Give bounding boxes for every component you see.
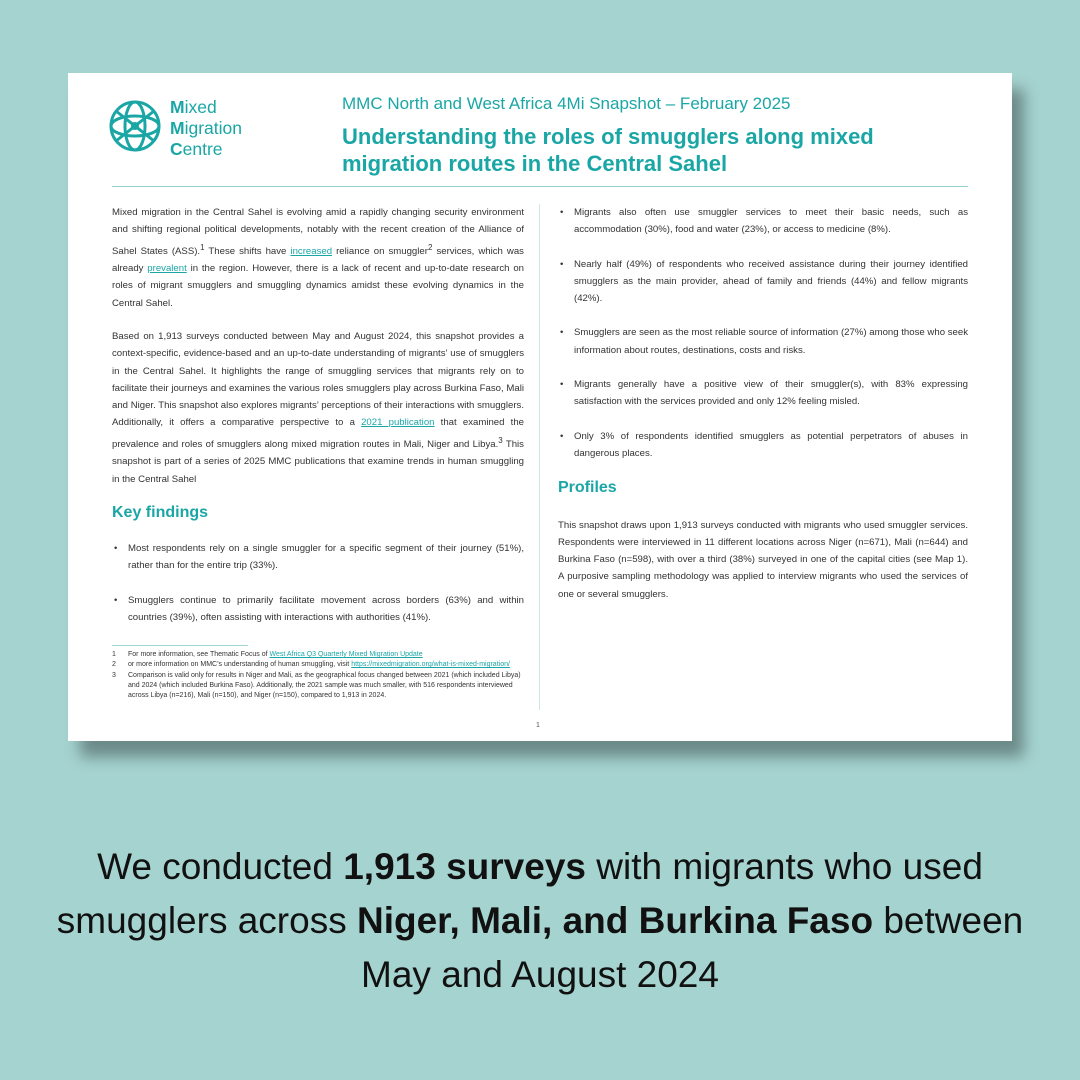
- globe-logo-icon: [106, 97, 164, 155]
- key-findings-list-left: [112, 540, 524, 626]
- document-title: Understanding the roles of smugglers along mixed migration routes in the Central Sahel: [342, 124, 874, 176]
- column-divider: [539, 204, 540, 710]
- snapshot-subtitle: MMC North and West Africa 4Mi Snapshot – February 2025: [342, 94, 791, 113]
- footnote-1: 1 For more information, see Thematic Focus of West Africa Q3 Quarterly Mixed Migration Update: [112, 651, 423, 658]
- list-item: • Migrants generally have a positive view of their smuggler(s), with 83% expressing satisfaction with the services provided and only 12% feeling misled.: [558, 376, 968, 411]
- list-item: • Only 3% of respondents identified smugglers as potential perpetrators of abuses in dangerous places.: [558, 428, 968, 463]
- prevalent-link[interactable]: prevalent: [147, 263, 187, 275]
- footnotes: [112, 650, 524, 701]
- list-item: • Nearly half (49%) of respondents who received assistance during their journey identified smugglers as the main provider, ahead of family and friends (44%) and fellow migrants (42%).: [558, 256, 968, 308]
- profiles-paragraph: This snapshot draws upon 1,913 surveys conducted with migrants who used smuggler services. Respondents were interviewed in 11 different locations across Niger (n=671), Mali (n=644) and Burkina Faso (n=598), with over a third (38%) surveyed in one of the capital cities (see Map 1). A purposive sampling methodology was applied to interview migrants who used the services of one or several smugglers.: [558, 519, 968, 600]
- profiles-heading: Profiles: [558, 479, 617, 497]
- right-column: [558, 204, 968, 619]
- list-item: • Migrants also often use smuggler services to meet their basic needs, such as accommodation (30%), food and water (23%), or access to medicine (8%).: [558, 204, 968, 239]
- west-africa-q3-link[interactable]: West Africa Q3 Quarterly Mixed Migration Update: [269, 651, 423, 658]
- document-page: [68, 73, 1012, 741]
- intro-paragraph-2: Based on 1,913 surveys conducted between May and August 2024, this snapshot provides a context-specific, evidence-based and an up-to-date understanding of migrants’ use of smugglers in the Central Sahel. It highlights the range of smuggling services that migrants rely on to facilitate their journeys and examines the various roles smugglers play across Burkina Faso, Mali and Niger. This snapshot also explores migrants’ perceptions of their interactions with smugglers. Additionally, it offers a comparative perspective to a 2021 publication that examined the prevalence and roles of smugglers along mixed migration routes in Mali, Niger and Libya.$^3$ This snapshot is part of a series of 2025 MMC publications that examine trends in human smuggling in the Central Sahel: [112, 330, 524, 485]
- key-findings-list-right: [558, 204, 968, 462]
- page-number: 1: [536, 722, 540, 729]
- publication-2021-link[interactable]: 2021 publication: [361, 417, 435, 429]
- logo-wordmark: Mixed Migration Centre: [170, 97, 242, 159]
- mmc-logo: [106, 97, 266, 161]
- list-item: • Smugglers are seen as the most reliable source of information (27%) among those who seek information about routes, destinations, costs and risks.: [558, 324, 968, 359]
- footnote-2: 2 or more information on MMC’s understanding of human smuggling, visit https://mixedmigration.org/what-is-mixed-migration/: [112, 661, 510, 669]
- caption-text: We conducted 1,913 surveys with migrants who used smugglers across Niger, Mali, and Burkina Faso between May and August 2024: [56, 846, 1024, 995]
- list-item: • Most respondents rely on a single smuggler for a specific segment of their journey (51%), rather than for the entire trip (33%).: [112, 540, 524, 575]
- list-item: • Smugglers continue to primarily facilitate movement across borders (63%) and within countries (39%), often assisting with interactions with authorities (41%).: [112, 592, 524, 627]
- key-findings-heading: Key findings: [112, 503, 209, 521]
- header-divider: [112, 186, 968, 187]
- footnote-3: 3 Comparison is valid only for results in Niger and Mali, as the geographical focus changed between 2021 (which included Libya) and 2024 (which included Burkina Faso). Additionally, the 2021 sample was much smaller, with 516 respondents interviewed across Libya (n=216), Mali (n=150), and Niger (n=150), compared to 1,913 in 2024.: [112, 671, 521, 700]
- left-column: [112, 204, 524, 643]
- increased-link[interactable]: increased: [290, 245, 333, 257]
- intro-paragraph-1: Mixed migration in the Central Sahel is evolving amid a rapidly changing security environment and shifting regional political developments, notably with the recent creation of the Alliance of Sahel States (ASS).$^1$ These shifts have increased reliance on smuggler$^2$ services, which was already prevalent in the region. However, there is a lack of recent and up-to-date research on roles of migrant smugglers and smuggling dynamics amidst these evolving dynamics in the Central Sahel.: [112, 207, 524, 309]
- mixed-migration-url-link[interactable]: https://mixedmigration.org/what-is-mixed-migration/: [351, 661, 510, 669]
- footnote-divider: [112, 645, 248, 646]
